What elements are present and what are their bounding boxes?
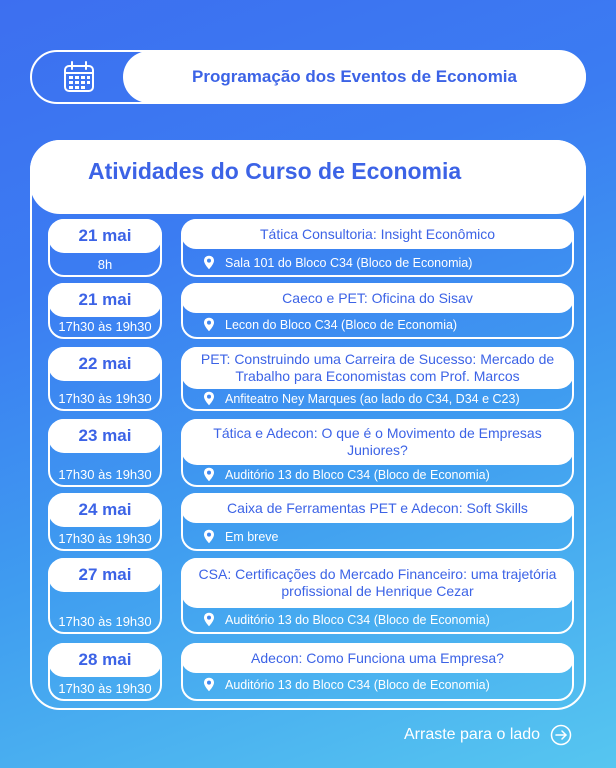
event-title: Adecon: Como Funciona uma Empresa?	[181, 643, 574, 673]
event-location	[203, 677, 490, 692]
location-pin-icon	[203, 317, 215, 332]
event-row	[48, 283, 576, 339]
panel-title: Atividades do Curso de Economia	[88, 158, 462, 184]
location-pin-icon	[203, 529, 215, 544]
event-row	[48, 643, 576, 701]
event-location-text: Lecon do Bloco C34 (Bloco de Economia)	[225, 317, 458, 332]
event-row	[48, 347, 576, 411]
event-time: 17h30 às 19h30	[58, 319, 152, 334]
event-time: 8h	[97, 257, 113, 272]
event-title: Tática e Adecon: O que é o Movimento de Empresas Juniores?	[181, 419, 574, 465]
event-time: 17h30 às 19h30	[58, 681, 152, 696]
event-date: 28 mai	[48, 643, 162, 677]
event-date-box	[48, 419, 162, 487]
event-detail-box	[181, 283, 574, 339]
event-time: 17h30 às 19h30	[58, 614, 152, 629]
event-detail-box	[181, 558, 574, 634]
calendar-icon	[62, 60, 96, 94]
event-location-text: Em breve	[225, 529, 279, 544]
event-time: 17h30 às 19h30	[58, 467, 152, 482]
event-date: 21 mai	[48, 283, 162, 317]
event-location	[203, 317, 457, 332]
location-pin-icon	[203, 612, 215, 627]
event-date-box	[48, 347, 162, 411]
event-date: 23 mai	[48, 419, 162, 453]
event-title: Caeco e PET: Oficina do Sisav	[181, 283, 574, 313]
event-detail-box	[181, 419, 574, 487]
event-detail-box	[181, 347, 574, 411]
event-location	[203, 529, 279, 544]
event-title: CSA: Certificações do Mercado Financeiro: uma trajetória profissional de Henrique Cezar	[181, 558, 574, 608]
event-location	[203, 467, 490, 482]
event-location	[203, 255, 472, 270]
event-date-box	[48, 283, 162, 339]
event-row	[48, 493, 576, 551]
event-date-box	[48, 558, 162, 634]
event-detail-box	[181, 643, 574, 701]
event-date: 21 mai	[48, 219, 162, 253]
event-title: Caixa de Ferramentas PET e Adecon: Soft Skills	[181, 493, 574, 523]
location-pin-icon	[203, 467, 215, 482]
event-date-box	[48, 493, 162, 551]
arrow-right-circle-icon[interactable]	[550, 724, 572, 746]
event-title: Tática Consultoria: Insight Econômico	[181, 219, 574, 249]
event-date: 24 mai	[48, 493, 162, 527]
event-location	[203, 391, 520, 406]
header-bar	[30, 50, 586, 104]
event-row	[48, 219, 576, 277]
event-time: 17h30 às 19h30	[58, 531, 152, 546]
swipe-label: Arraste para o lado	[404, 726, 541, 743]
event-date-box	[48, 643, 162, 701]
event-location-text: Auditório 13 do Bloco C34 (Bloco de Economia)	[225, 467, 490, 482]
event-location-text: Auditório 13 do Bloco C34 (Bloco de Economia)	[225, 612, 490, 627]
page-title: Programação dos Eventos de Economia	[192, 67, 517, 86]
event-location-text: Anfiteatro Ney Marques (ao lado do C34, D34 e C23)	[225, 391, 520, 406]
event-location	[203, 612, 490, 627]
event-date: 27 mai	[48, 558, 162, 592]
location-pin-icon	[203, 391, 215, 406]
event-date: 22 mai	[48, 347, 162, 381]
event-location-text: Sala 101 do Bloco C34 (Bloco de Economia)	[225, 255, 473, 270]
location-pin-icon	[203, 255, 215, 270]
event-date-box	[48, 219, 162, 277]
event-detail-box	[181, 493, 574, 551]
event-row	[48, 558, 576, 634]
swipe-hint[interactable]	[404, 724, 572, 746]
event-time: 17h30 às 19h30	[58, 391, 152, 406]
event-detail-box	[181, 219, 574, 277]
event-row	[48, 419, 576, 487]
panel-header	[30, 140, 586, 214]
event-location-text: Auditório 13 do Bloco C34 (Bloco de Economia)	[225, 677, 490, 692]
location-pin-icon	[203, 677, 215, 692]
header-title-pill	[123, 51, 586, 103]
event-title: PET: Construindo uma Carreira de Sucesso: Mercado de Trabalho para Economistas com Prof. Marcos	[181, 347, 574, 389]
